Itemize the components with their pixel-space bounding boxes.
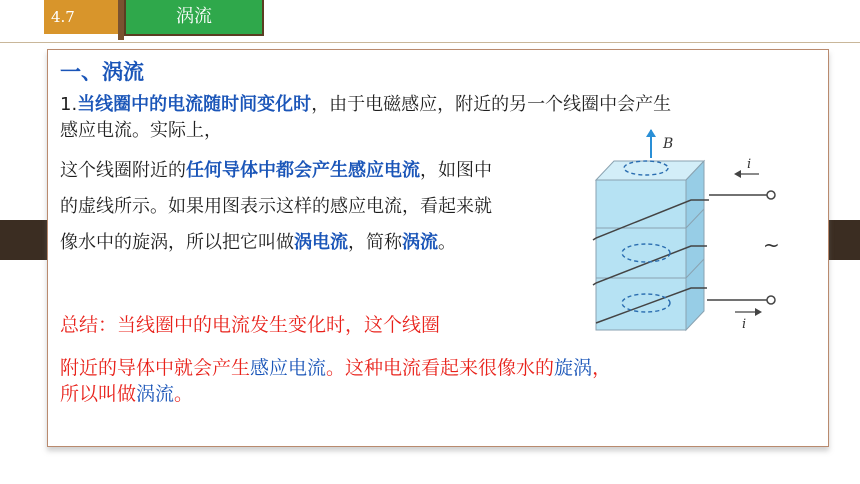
summary-l3-b: 涡流 <box>136 383 175 405</box>
summary-l2-c: 。这种电流看起来很像水的 <box>326 357 555 379</box>
ac-symbol: ~ <box>763 233 780 257</box>
summary-l3-a: 所以叫做 <box>60 383 137 405</box>
label-b: B <box>663 136 674 152</box>
summary-l2-d: 旋涡 <box>554 357 593 379</box>
block-top <box>596 161 704 180</box>
side-tab-left <box>0 220 50 260</box>
summary-line2 <box>60 355 611 381</box>
section-number: 4.7 <box>44 0 120 34</box>
eddy-current-figure <box>591 128 788 348</box>
summary-l2-e: ， <box>592 357 612 379</box>
para1-line2: 感应电流。实际上， <box>60 120 222 141</box>
current-arrowhead-bottom <box>755 308 762 316</box>
para2-l1-highlight: 任何导体中都会产生感应电流 <box>186 160 420 181</box>
summary-l2-b: 感应电流 <box>250 357 327 379</box>
para2-line1 <box>60 158 492 184</box>
para2-l3-pre: 像水中的旋涡，所以把它叫做 <box>60 232 294 253</box>
summary-line1: 总结：当线圈中的电流发生变化时，这个线圈 <box>60 314 441 336</box>
header-rule <box>0 42 860 43</box>
field-arrow-head <box>646 129 656 137</box>
summary-l2-a: 附近的导体中就会产生 <box>60 357 251 379</box>
terminal-top <box>767 191 775 199</box>
page-title: 涡流 <box>124 0 264 36</box>
para2-line2: 的虚线所示。如果用图表示这样的感应电流，看起来就 <box>60 196 492 217</box>
para1-line1 <box>60 92 671 118</box>
para2-line3 <box>60 230 456 256</box>
current-arrowhead-top <box>734 170 741 178</box>
block-front <box>596 180 686 330</box>
summary-line3 <box>60 381 193 407</box>
para2-l3-h1: 涡电流 <box>294 232 348 253</box>
para1-highlight: 当线圈中的电流随时间变化时 <box>77 94 312 115</box>
para2-l1-post: ，如图中 <box>420 160 492 181</box>
terminal-bottom <box>767 296 775 304</box>
summary-l3-c: 。 <box>174 383 194 405</box>
para2-l3-h2: 涡流 <box>402 232 438 253</box>
section-heading: 一、涡流 <box>60 60 144 84</box>
para2-l1-pre: 这个线圈附近的 <box>60 160 186 181</box>
para1-text: ，由于电磁感应，附近的另一个线圈中会产生 <box>311 94 672 115</box>
para2-l3-end: 。 <box>438 232 456 253</box>
label-i-top: i <box>747 157 752 172</box>
para2-l3-mid: ，简称 <box>348 232 402 253</box>
para1-prefix: 1. <box>60 94 78 115</box>
label-i-bottom: i <box>742 317 747 332</box>
